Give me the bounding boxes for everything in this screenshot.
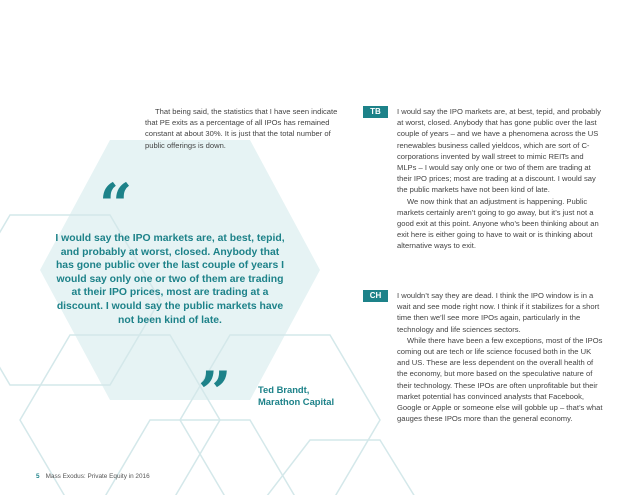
close-quote-icon: ”	[198, 359, 232, 427]
speaker-tag-tb: TB	[363, 106, 388, 118]
response-paragraph: I would say the IPO markets are, at best, tepid, and probably at worst, closed. Anybody that has gone public over the last couple of years – and we have a phenomena across the US renewables business called yieldcos, which are sort of C-corporations invented by wall street to mimic REITs and MLPs – I would say only one or two of them are trading at their IPO prices; most are trading at a discount. I would say the public markets have not been kind of late.	[397, 107, 601, 195]
page-footer	[36, 473, 150, 480]
response-paragraph: I wouldn’t say they are dead. I think the IPO window is in a wait and see mode right now. I think if it stabilizes for a short time then we’ll see more IPOs again, particularly in the technology and life sciences sectors.	[397, 291, 600, 334]
hexagon-outline	[100, 420, 300, 495]
intro-paragraph: That being said, the statistics that I have seen indicate that PE exits as a percentage of all IPOs has remained constant at about 30%. It is just that the total number of public offerings is down.	[145, 107, 338, 150]
quote-attribution	[258, 384, 334, 409]
speaker-response-tb	[397, 106, 605, 252]
attribution-name: Ted Brandt,	[258, 384, 310, 395]
attribution-company: Marathon Capital	[258, 396, 335, 408]
speaker-tag-ch: CH	[363, 290, 388, 302]
response-paragraph: While there have been a few exceptions, most of the IPOs coming out are tech or life science focused both in the UK and US. These are less dependent on the overall health of the economy, but more based on the speculative nature of their technology. These IPOs are often unprofitable but their market potential has convinced analysts that Facebook, Google or Apple or someone else will gobble up – that’s what gauges these IPOs more than the general economy.	[397, 335, 603, 424]
open-quote-icon: “	[99, 171, 133, 239]
report-title: Mass Exodus: Private Equity in 2016	[45, 473, 150, 480]
pull-quote: I would say the IPO markets are, at best, tepid, and probably at worst, closed. Anybody that has gone public over the last couple of years I would say only one or two of them are trading at their IPO prices, most are trading at a discount. I would say the public markets have not been kind of late.	[55, 233, 285, 326]
speaker-response-ch	[397, 290, 605, 424]
response-paragraph: We now think that an adjustment is happening. Public markets certainly aren’t going to go away, but it’s just not a good exit at this point. Anyone who’s been thinking about an exit here is either going to have to wait or is thinking about alternative ways to exit.	[397, 196, 599, 251]
page-number: 5	[36, 473, 40, 480]
